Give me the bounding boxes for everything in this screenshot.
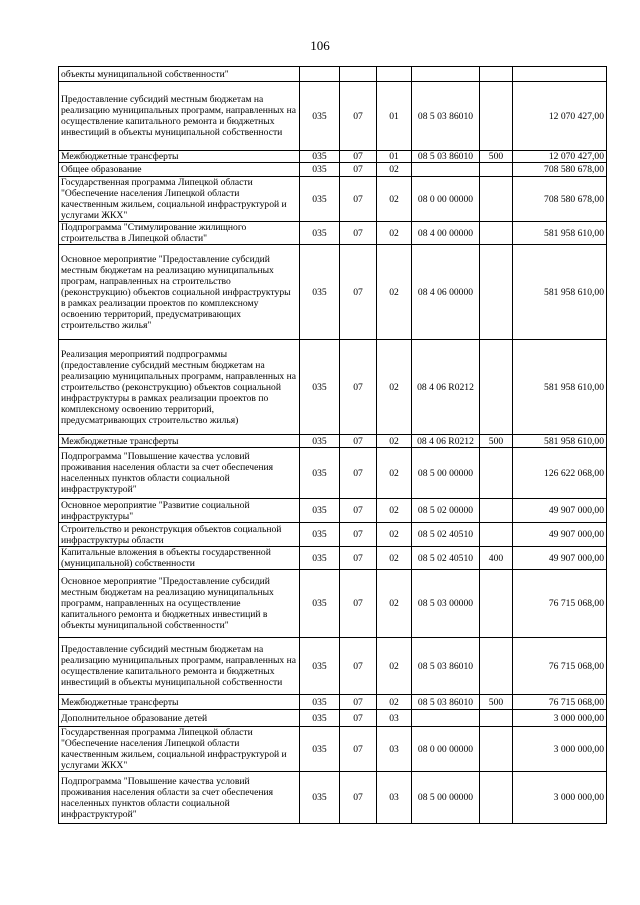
cell-amount xyxy=(513,67,607,82)
table-row xyxy=(59,710,607,727)
cell-name: Государственная программа Липецкой области "Обеспечение населения Липецкой области качественным жильем, социальной инфраструктурой и услугами ЖКХ" xyxy=(59,727,300,772)
table-row xyxy=(59,163,607,177)
cell-amount: 76 715 068,00 xyxy=(513,695,607,710)
cell-expense-type xyxy=(480,570,513,638)
cell-section: 07 xyxy=(340,547,377,570)
cell-expense-type xyxy=(480,245,513,340)
cell-amount: 708 580 678,00 xyxy=(513,177,607,222)
table-row xyxy=(59,570,607,638)
cell-name: Основное мероприятие "Предоставление субсидий местным бюджетам на реализацию муниципальных програм, направленных на строительство (реконструкцию) объектов социальной инфраструктуры в рамках реализации проектов по комплексному освоению территорий, предусматривающих строительство жилья" xyxy=(59,245,300,340)
cell-amount: 49 907 000,00 xyxy=(513,499,607,523)
cell-org-code: 035 xyxy=(300,448,340,499)
cell-target-article: 08 5 00 00000 xyxy=(412,772,480,824)
cell-name: Основное мероприятие "Предоставление субсидий местным бюджетам на реализацию муниципальных программ, направленных на осуществление капитального ремонта и бюджетных инвестиций в объекты муниципальной собственности" xyxy=(59,570,300,638)
table-row xyxy=(59,499,607,523)
cell-subsection: 02 xyxy=(377,695,412,710)
cell-org-code: 035 xyxy=(300,245,340,340)
cell-name: Дополнительное образование детей xyxy=(59,710,300,727)
cell-name: Основное мероприятие "Развитие социальной инфраструктуры" xyxy=(59,499,300,523)
cell-target-article: 08 0 00 00000 xyxy=(412,727,480,772)
cell-section: 07 xyxy=(340,695,377,710)
cell-org-code: 035 xyxy=(300,499,340,523)
cell-subsection: 02 xyxy=(377,222,412,245)
cell-expense-type: 500 xyxy=(480,695,513,710)
table-row xyxy=(59,547,607,570)
cell-org-code: 035 xyxy=(300,82,340,151)
table-row xyxy=(59,340,607,435)
cell-target-article xyxy=(412,163,480,177)
cell-target-article xyxy=(412,67,480,82)
cell-target-article: 08 4 06 R0212 xyxy=(412,340,480,435)
cell-amount: 49 907 000,00 xyxy=(513,523,607,547)
cell-subsection: 02 xyxy=(377,499,412,523)
cell-target-article xyxy=(412,710,480,727)
cell-amount: 126 622 068,00 xyxy=(513,448,607,499)
cell-section: 07 xyxy=(340,82,377,151)
cell-subsection: 02 xyxy=(377,177,412,222)
cell-amount: 708 580 678,00 xyxy=(513,163,607,177)
cell-amount: 76 715 068,00 xyxy=(513,638,607,695)
cell-target-article: 08 5 03 86010 xyxy=(412,82,480,151)
table-row xyxy=(59,67,607,82)
cell-target-article: 08 5 02 40510 xyxy=(412,547,480,570)
cell-subsection: 02 xyxy=(377,638,412,695)
cell-expense-type xyxy=(480,177,513,222)
table-row xyxy=(59,222,607,245)
cell-org-code: 035 xyxy=(300,695,340,710)
cell-subsection: 03 xyxy=(377,727,412,772)
cell-section: 07 xyxy=(340,727,377,772)
cell-section: 07 xyxy=(340,222,377,245)
cell-org-code xyxy=(300,67,340,82)
cell-org-code: 035 xyxy=(300,772,340,824)
cell-expense-type xyxy=(480,448,513,499)
cell-expense-type xyxy=(480,67,513,82)
cell-org-code: 035 xyxy=(300,340,340,435)
cell-expense-type xyxy=(480,523,513,547)
cell-amount: 76 715 068,00 xyxy=(513,570,607,638)
cell-expense-type xyxy=(480,727,513,772)
cell-expense-type xyxy=(480,82,513,151)
cell-subsection: 02 xyxy=(377,523,412,547)
table-row xyxy=(59,177,607,222)
cell-name: Строительство и реконструкция объектов социальной инфраструктуры области xyxy=(59,523,300,547)
cell-org-code: 035 xyxy=(300,177,340,222)
cell-subsection: 02 xyxy=(377,340,412,435)
cell-target-article: 08 4 06 R0212 xyxy=(412,435,480,448)
cell-name: Подпрограмма "Повышение качества условий проживания населения области за счет обеспечения населенных пунктов области социальной инфраструктурой" xyxy=(59,448,300,499)
table-row xyxy=(59,695,607,710)
cell-name: Подпрограмма "Повышение качества условий проживания населения области за счет обеспечения населенных пунктов области социальной инфраструктурой" xyxy=(59,772,300,824)
cell-amount: 3 000 000,00 xyxy=(513,710,607,727)
cell-expense-type xyxy=(480,772,513,824)
cell-name: Межбюджетные трансферты xyxy=(59,695,300,710)
table-row xyxy=(59,245,607,340)
cell-section: 07 xyxy=(340,772,377,824)
cell-expense-type: 500 xyxy=(480,435,513,448)
table-row xyxy=(59,82,607,151)
cell-org-code: 035 xyxy=(300,547,340,570)
cell-name: Межбюджетные трансферты xyxy=(59,435,300,448)
cell-subsection: 03 xyxy=(377,772,412,824)
cell-expense-type: 500 xyxy=(480,151,513,163)
cell-name: Подпрограмма "Стимулирование жилищного строительства в Липецкой области" xyxy=(59,222,300,245)
cell-section: 07 xyxy=(340,340,377,435)
cell-org-code: 035 xyxy=(300,570,340,638)
cell-section: 07 xyxy=(340,245,377,340)
cell-target-article: 08 4 00 00000 xyxy=(412,222,480,245)
cell-subsection: 02 xyxy=(377,435,412,448)
cell-section: 07 xyxy=(340,499,377,523)
cell-amount: 581 958 610,00 xyxy=(513,222,607,245)
cell-subsection: 01 xyxy=(377,151,412,163)
cell-target-article: 08 5 03 86010 xyxy=(412,695,480,710)
cell-subsection: 02 xyxy=(377,163,412,177)
cell-org-code: 035 xyxy=(300,638,340,695)
cell-target-article: 08 5 00 00000 xyxy=(412,448,480,499)
cell-amount: 581 958 610,00 xyxy=(513,435,607,448)
cell-section: 07 xyxy=(340,523,377,547)
cell-amount: 581 958 610,00 xyxy=(513,340,607,435)
cell-section: 07 xyxy=(340,177,377,222)
cell-target-article: 08 5 03 86010 xyxy=(412,151,480,163)
cell-org-code: 035 xyxy=(300,710,340,727)
table-row xyxy=(59,523,607,547)
cell-target-article: 08 5 02 40510 xyxy=(412,523,480,547)
cell-name: Реализация мероприятий подпрограммы (предоставление субсидий местным бюджетам на реализацию муниципальных программ, направленных на строительство (реконструкцию) объектов социальной инфраструктуры в рамках реализации проектов по комплексному освоению территорий, предусматривающих строительство жилья) xyxy=(59,340,300,435)
cell-section: 07 xyxy=(340,435,377,448)
cell-section: 07 xyxy=(340,710,377,727)
cell-amount: 581 958 610,00 xyxy=(513,245,607,340)
table-row xyxy=(59,151,607,163)
cell-name: Государственная программа Липецкой области "Обеспечение населения Липецкой области качественным жильем, социальной инфраструктурой и услугами ЖКХ" xyxy=(59,177,300,222)
cell-subsection: 02 xyxy=(377,547,412,570)
cell-section: 07 xyxy=(340,638,377,695)
cell-org-code: 035 xyxy=(300,151,340,163)
cell-subsection: 01 xyxy=(377,82,412,151)
cell-org-code: 035 xyxy=(300,435,340,448)
cell-target-article: 08 4 06 00000 xyxy=(412,245,480,340)
cell-amount: 49 907 000,00 xyxy=(513,547,607,570)
cell-name: Межбюджетные трансферты xyxy=(59,151,300,163)
cell-expense-type xyxy=(480,222,513,245)
cell-section: 07 xyxy=(340,448,377,499)
budget-table xyxy=(58,66,607,824)
cell-amount: 12 070 427,00 xyxy=(513,82,607,151)
cell-section: 07 xyxy=(340,163,377,177)
cell-section xyxy=(340,67,377,82)
cell-name: Капитальные вложения в объекты государственной (муниципальной) собственности xyxy=(59,547,300,570)
cell-name: объекты муниципальной собственности" xyxy=(59,67,300,82)
cell-target-article: 08 5 03 00000 xyxy=(412,570,480,638)
cell-expense-type xyxy=(480,638,513,695)
cell-org-code: 035 xyxy=(300,222,340,245)
cell-amount: 3 000 000,00 xyxy=(513,727,607,772)
cell-section: 07 xyxy=(340,570,377,638)
cell-subsection: 02 xyxy=(377,570,412,638)
cell-org-code: 035 xyxy=(300,523,340,547)
cell-name: Общее образование xyxy=(59,163,300,177)
table-row xyxy=(59,435,607,448)
cell-expense-type: 400 xyxy=(480,547,513,570)
cell-name: Предоставление субсидий местным бюджетам на реализацию муниципальных программ, направленных на осуществление капитального ремонта и бюджетных инвестиций в объекты муниципальной собственности xyxy=(59,82,300,151)
cell-section: 07 xyxy=(340,151,377,163)
cell-amount: 3 000 000,00 xyxy=(513,772,607,824)
page-number: 106 xyxy=(310,38,330,53)
table-row xyxy=(59,772,607,824)
cell-subsection xyxy=(377,67,412,82)
table-row xyxy=(59,727,607,772)
cell-expense-type xyxy=(480,340,513,435)
cell-target-article: 08 5 03 86010 xyxy=(412,638,480,695)
cell-subsection: 02 xyxy=(377,245,412,340)
cell-target-article: 08 5 02 00000 xyxy=(412,499,480,523)
cell-expense-type xyxy=(480,163,513,177)
cell-subsection: 03 xyxy=(377,710,412,727)
cell-subsection: 02 xyxy=(377,448,412,499)
table-row xyxy=(59,638,607,695)
cell-org-code: 035 xyxy=(300,163,340,177)
cell-expense-type xyxy=(480,499,513,523)
cell-org-code: 035 xyxy=(300,727,340,772)
table-row xyxy=(59,448,607,499)
cell-expense-type xyxy=(480,710,513,727)
cell-target-article: 08 0 00 00000 xyxy=(412,177,480,222)
cell-amount: 12 070 427,00 xyxy=(513,151,607,163)
cell-name: Предоставление субсидий местным бюджетам на реализацию муниципальных программ, направленных на осуществление капитального ремонта и бюджетных инвестиций в объекты муниципальной собственности xyxy=(59,638,300,695)
